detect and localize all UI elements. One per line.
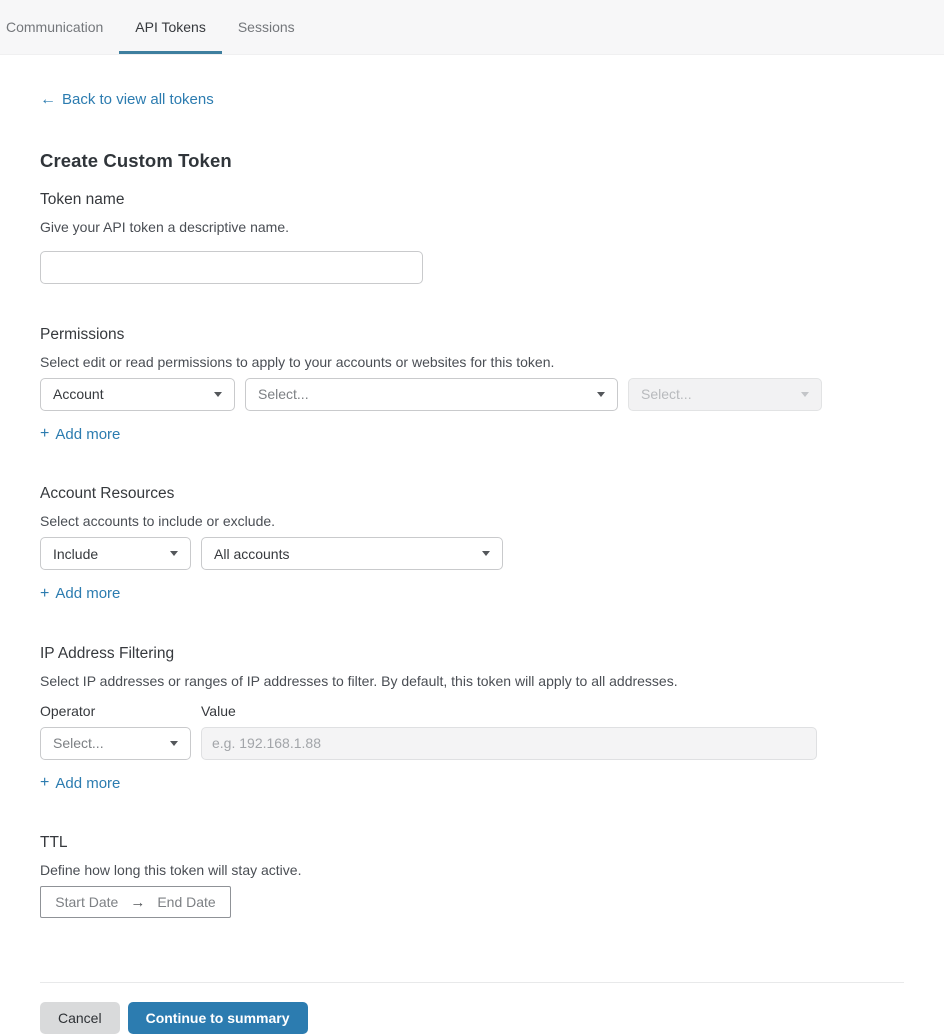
ttl-heading: TTL [40,834,68,851]
permission-category-placeholder: Select... [258,386,309,402]
token-name-section [40,191,904,284]
token-name-description: Give your API token a descriptive name. [40,218,290,235]
footer-divider [40,982,904,983]
ip-filtering-section [40,645,904,793]
account-resources-heading: Account Resources [40,485,175,502]
tab-api-tokens-label: API Tokens [135,19,206,35]
tab-communication[interactable] [6,0,119,54]
ttl-date-range-picker[interactable] [40,886,231,918]
add-more-resources-link[interactable] [40,585,120,602]
resource-accounts-select[interactable] [201,537,503,570]
add-more-ip-link[interactable] [40,775,120,792]
page-title: Create Custom Token [40,149,232,171]
main-content [0,55,944,1034]
permissions-heading: Permissions [40,325,125,343]
footer-actions [40,1002,904,1034]
continue-to-summary-button[interactable]: Continue to summary [128,1002,308,1034]
operator-label: Operator [40,702,96,719]
permissions-description: Select edit or read permissions to apply to your accounts or websites for this token. [40,353,555,370]
resource-mode-value: Include [53,545,99,562]
permission-level-placeholder: Select... [641,386,692,402]
resource-mode-select[interactable] [40,537,191,570]
chevron-down-icon [214,392,222,397]
add-more-label: Add more [55,425,121,443]
chevron-down-icon [482,551,490,556]
add-more-label: Add more [55,774,121,792]
permission-scope-select[interactable] [40,378,235,411]
tab-communication-label: Communication [6,19,104,35]
ip-filtering-labels [40,703,904,760]
value-label: Value [201,702,236,719]
ip-operator-select[interactable] [40,727,191,760]
account-resources-description: Select accounts to include or exclude. [40,513,276,529]
chevron-down-icon [170,551,178,556]
back-arrow-icon: ← [40,90,56,108]
ip-filtering-description: Select IP addresses or ranges of IP addresses to filter. By default, this token will apply to all addresses. [40,672,678,689]
tab-bar [0,0,944,55]
ip-filtering-heading: IP Address Filtering [40,644,175,662]
add-more-permissions-link[interactable] [40,426,120,443]
tab-sessions-label: Sessions [237,19,295,35]
token-name-heading: Token name [40,190,125,208]
permissions-row [40,378,904,411]
permission-scope-value: Account [53,386,104,402]
resource-accounts-value: All accounts [214,545,290,562]
account-resources-section [40,485,904,603]
chevron-down-icon [170,741,178,746]
start-date-field[interactable]: Start Date [55,894,119,910]
plus-icon: + [40,584,50,602]
ttl-section [40,834,904,918]
token-name-input[interactable] [40,251,423,284]
cancel-button[interactable]: Cancel [40,1002,120,1034]
permission-level-select [628,378,822,411]
tab-sessions[interactable] [222,0,311,54]
chevron-down-icon [801,392,809,397]
ip-operator-placeholder: Select... [53,735,104,751]
plus-icon: + [40,425,50,442]
account-resources-row [40,537,904,570]
arrow-right-icon: → [130,893,146,911]
tab-api-tokens[interactable] [119,0,222,54]
end-date-field[interactable]: End Date [157,894,216,910]
ttl-description: Define how long this token will stay active. [40,862,302,878]
back-link[interactable] [40,91,214,108]
chevron-down-icon [597,392,605,397]
back-link-label: Back to view all tokens [62,91,214,108]
ip-value-input [201,727,817,760]
add-more-label: Add more [55,585,121,602]
permissions-section [40,326,904,444]
permission-category-select[interactable] [245,378,618,411]
plus-icon: + [40,774,50,791]
